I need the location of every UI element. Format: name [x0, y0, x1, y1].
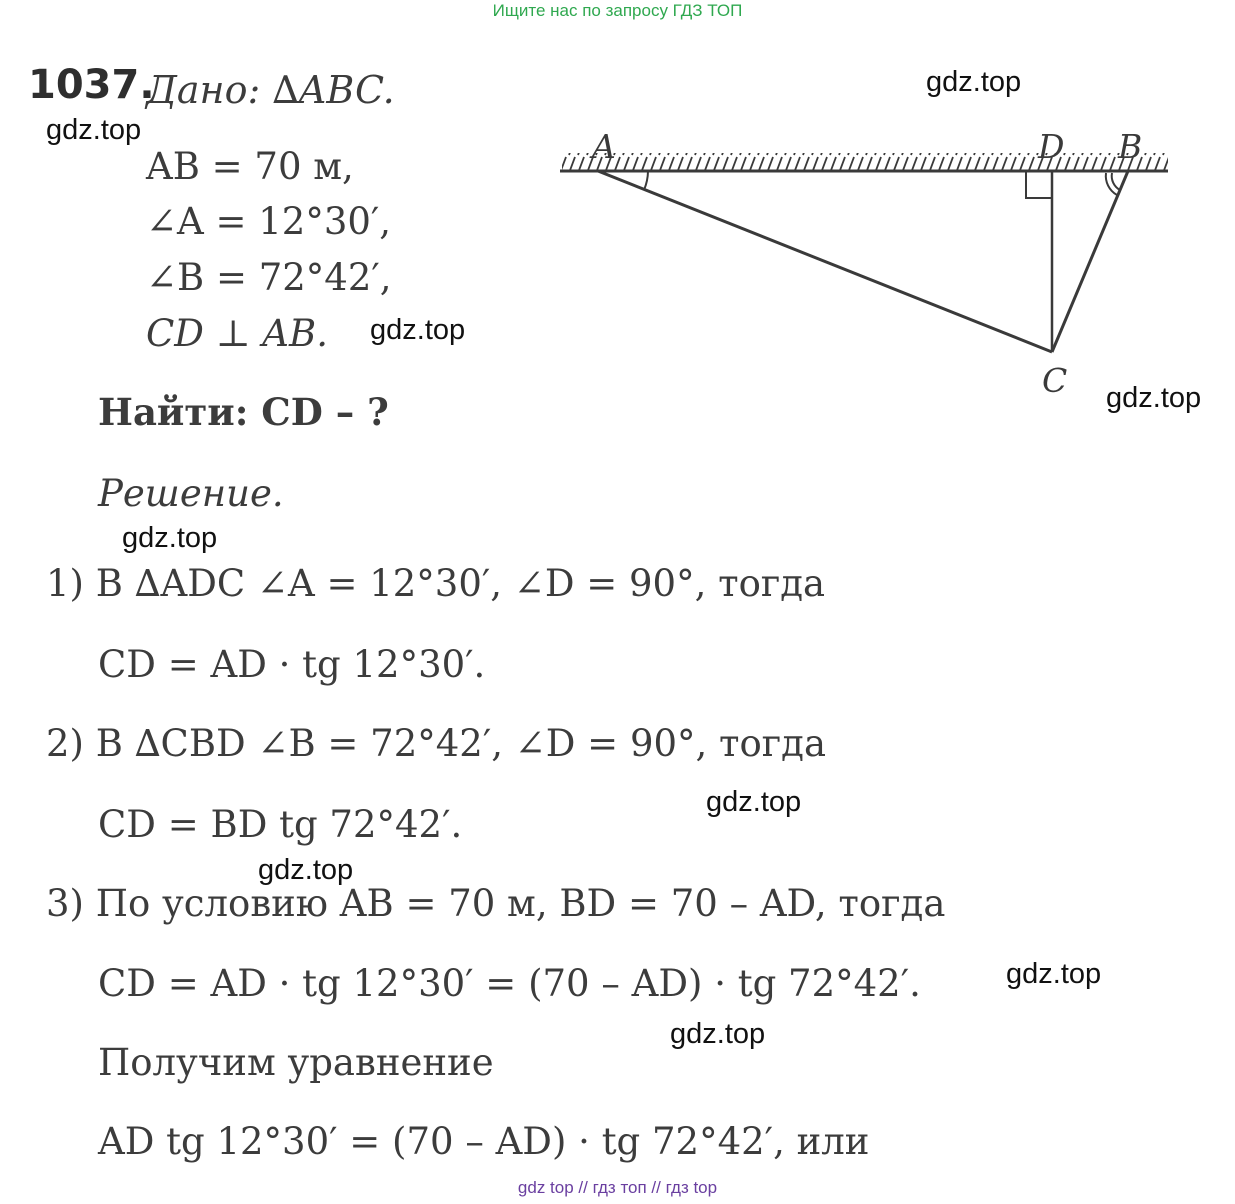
search-banner[interactable]: Ищите нас по запросу ГДЗ ТОП: [492, 1, 743, 20]
triangle-figure: [540, 120, 1190, 410]
given-label: Дано: ∆ABC.: [146, 68, 395, 112]
equation-intro: Получим уравнение: [98, 1041, 494, 1084]
watermark: gdz.top: [1106, 382, 1202, 414]
step-1: 1) В ∆ADC ∠A = 12°30′, ∠D = 90°, тогда: [46, 562, 826, 605]
watermark: gdz.top: [122, 522, 218, 554]
step-2: 2) В ∆CBD ∠B = 72°42′, ∠D = 90°, тогда: [46, 722, 827, 765]
step-1-formula: CD = AD · tg 12°30′.: [98, 643, 486, 686]
segment-bc: [1052, 171, 1128, 352]
given-angle-b: ∠B = 72°42′,: [146, 256, 392, 299]
angle-b-arc: [1112, 173, 1120, 190]
label-b: B: [1118, 127, 1143, 166]
given-angle-a: ∠A = 12°30′,: [146, 200, 392, 243]
footer-links[interactable]: gdz top // гдз топ // гдз top: [517, 1178, 718, 1197]
given-perpendicular: CD ⊥ AB.: [146, 312, 328, 355]
label-c: C: [1042, 361, 1068, 400]
watermark: gdz.top: [370, 314, 466, 346]
watermark: gdz.top: [46, 114, 142, 146]
watermark: gdz.top: [258, 854, 354, 886]
angle-a-arc: [644, 171, 648, 190]
step-2-formula: CD = BD tg 72°42′.: [98, 803, 463, 846]
label-a: A: [592, 127, 616, 166]
find-line: Найти: CD – ?: [98, 390, 389, 434]
ground-hatching: [562, 153, 1168, 170]
label-d: D: [1038, 127, 1065, 166]
right-angle-mark: [1026, 171, 1052, 198]
step-3: 3) По условию AB = 70 м, BD = 70 – AD, тогда: [46, 882, 946, 925]
watermark: gdz.top: [926, 66, 1022, 98]
problem-number: 1037.: [28, 62, 155, 108]
solution-label: Решение.: [98, 472, 284, 515]
equation: AD tg 12°30′ = (70 – AD) · tg 72°42′, или: [98, 1120, 870, 1163]
watermark: gdz.top: [706, 786, 802, 818]
given-ab: AB = 70 м,: [146, 145, 354, 188]
watermark: gdz.top: [1006, 958, 1102, 990]
watermark: gdz.top: [670, 1018, 766, 1050]
step-3-formula: CD = AD · tg 12°30′ = (70 – AD) · tg 72°42′.: [98, 962, 921, 1005]
segment-ac: [598, 171, 1052, 352]
